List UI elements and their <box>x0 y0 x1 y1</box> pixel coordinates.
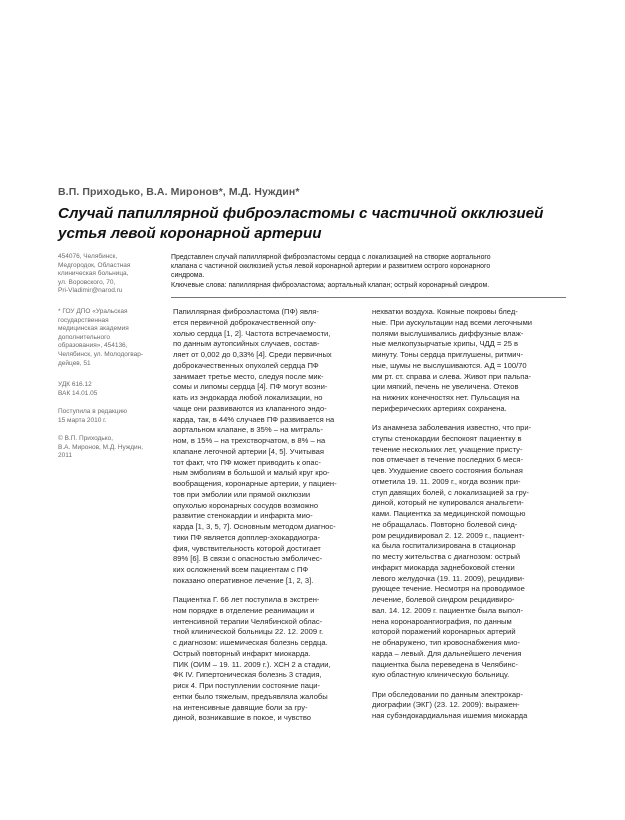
address-line: Медгородок, Областная <box>58 261 131 269</box>
body-line: 89% [6]. В связи с опасностью эмболичес- <box>173 554 323 564</box>
body-line: мм рт. ст. справа и слева. Живот при пальпа- <box>372 371 532 381</box>
body-line: ками. Пациентка за медицинской помощью <box>372 509 526 518</box>
body-line: тики ПФ является допплер-эхокардиогра- <box>173 532 321 542</box>
body-column-left <box>173 307 349 733</box>
body-line: на нижних конечностях нет. Пульсация на <box>372 393 520 402</box>
body-line: ром рецидивировал 2. 12. 2009 г., пациент- <box>372 530 525 540</box>
body-line: которой поражений коронарных артерий <box>372 627 516 637</box>
sidebar-affiliation <box>58 308 170 368</box>
body-line: ные. При аускультации над всеми легочными <box>372 317 533 327</box>
body-line: рующее течение. Несмотря на проводимое <box>372 584 525 594</box>
address-email: Pri-Vladimir@narod.ru <box>58 287 123 295</box>
body-line: Пациентка Г. 66 лет поступила в экстрен- <box>173 595 320 604</box>
body-line: тов при эмболии или прямой окклюзии <box>173 489 311 499</box>
body-line: кать из эндокарда любой локализации, но <box>173 393 323 402</box>
abstract-line: синдрома. <box>171 272 205 280</box>
body-line: При обследовании по данным электрокар- <box>372 689 523 699</box>
body-line: клапане легочной артерии [4, 5]. Учитывая <box>173 446 325 456</box>
received-date: 15 марта 2010 г. <box>58 416 107 424</box>
address-line: ул. Воровского, 70, <box>58 278 116 286</box>
body-line: Острый повторный инфаркт миокарда. <box>173 648 311 658</box>
abstract-divider <box>171 297 566 298</box>
body-line: минуту. Тоны сердца приглушены, ритмич- <box>372 350 523 359</box>
affiliation-line: медицинская академия <box>58 325 129 333</box>
body-line: нена коронароангиография, по данным <box>372 616 512 626</box>
received-line: Поступила в редакцию <box>58 408 128 415</box>
body-line: диной, возникавшие в покое, и чувство <box>173 713 312 723</box>
body-line: лечение, болевой синдром рецидивиро- <box>372 595 515 604</box>
body-line: развитие стенокардии и инфаркта мио- <box>173 511 313 521</box>
body-line: течение нескольких лет, учащение присту- <box>372 444 523 454</box>
body-line: чаще они развиваются из клапанного эндо- <box>173 403 327 413</box>
title-line: устья левой коронарной артерии <box>58 225 322 242</box>
sidebar-copyright <box>58 435 170 461</box>
body-line: вал. 14. 12. 2009 г. пациентке была выпол- <box>372 605 523 615</box>
body-line: ПИК (ОИМ – 19. 11. 2009 г.). ХСН 2 а стадии, <box>173 659 331 669</box>
body-line: диной, который не купировался анальгети- <box>372 498 524 508</box>
body-line: риск 4. При поступлении состояние паци- <box>173 681 321 690</box>
body-line: интенсивной терапии Челябинской облас- <box>173 616 323 626</box>
udc-code: УДК 616.12 <box>58 381 92 388</box>
body-line: карда [1, 3, 5, 7]. Основным методом диагнос- <box>173 522 336 531</box>
address-line: клиническая больница, <box>58 270 129 278</box>
body-line: ном, в 15% – на трехстворчатом, в 8% – на <box>173 436 326 445</box>
abstract-line: клапана с частичной окклюзией устья левой коронарной артерии и развитием острого коронарного <box>171 263 491 271</box>
body-line: вообращения, коронарные артерии, у пациен- <box>173 479 337 488</box>
body-line: периферических артериях сохранена. <box>372 403 507 413</box>
title-line: Случай папиллярной фиброэластомы с частичной окклюзией <box>58 205 544 222</box>
body-line: ка была госпитализирована в стационар <box>372 541 516 551</box>
sidebar-received <box>58 408 170 425</box>
body-line: аортальном клапане, в 35% – на митраль- <box>173 425 323 435</box>
body-paragraph <box>173 595 349 724</box>
sidebar-codes <box>58 381 170 398</box>
copyright-line: 2011 <box>58 452 72 460</box>
article-title <box>58 204 558 244</box>
body-line: ких осложнений всем пациентам с ПФ <box>173 565 309 574</box>
affiliation-line: * ГОУ ДПО «Уральская <box>58 308 128 315</box>
affiliation-line: Челябинск, ул. Молодогвар- <box>58 350 144 358</box>
body-line: цев. Ухудшение своего состояния больная <box>372 466 523 475</box>
affiliation-line: образования», 454136, <box>58 342 128 350</box>
body-line: не обращалась. Повторно болевой синд- <box>372 519 518 529</box>
address-line: 454076, Челябинск, <box>58 253 118 260</box>
body-line: по данным аутопсийных случаев, состав- <box>173 339 320 349</box>
body-line: показано оперативное лечение [1, 2, 3]. <box>173 575 314 585</box>
body-line: ном порядке в отделение реанимации и <box>173 605 315 615</box>
body-line: Из анамнеза заболевания известно, что при- <box>372 423 532 432</box>
body-line: ентки было тяжелым, предъявляла жалобы <box>173 691 328 701</box>
body-line: ции мягкий, печень не увеличена. Отеков <box>372 382 519 392</box>
body-line: карда, так, в 44% случаев ПФ развивается на <box>173 414 335 424</box>
body-paragraph <box>372 423 548 681</box>
body-line: полями выслушивались диффузные влаж- <box>372 328 524 338</box>
body-line: инфаркт миокарда заднебоковой стенки <box>372 562 515 572</box>
body-line: занимает третье место, следуя после мик- <box>173 371 324 381</box>
body-line: тной клинической больницы 22. 12. 2009 г. <box>173 627 324 637</box>
body-line: ная субэндокардиальная ишемия миокарда <box>372 711 528 720</box>
body-line: кую областную клиническую больницу. <box>372 670 510 680</box>
body-line: холью сердца [1, 2]. Частота встречаемости, <box>173 328 331 338</box>
body-line: левого желудочка (19. 11. 2009), рецидиви- <box>372 573 525 583</box>
body-line: пов отмечает в течение последних 6 меся- <box>372 455 524 465</box>
body-line: на интенсивные давящие боли за гру- <box>173 702 308 712</box>
body-line: фия, чувствительность которой достигает <box>173 543 321 553</box>
copyright-line: © В.П. Приходько, <box>58 435 114 442</box>
body-line: с диагнозом: ишемическая болезнь сердца. <box>173 638 328 647</box>
body-line: диографии (ЭКГ) (23. 12. 2009): выражен- <box>372 700 520 710</box>
body-line: ляет от 0,002 до 0,33% [4]. Среди первичных <box>173 350 332 359</box>
vak-code: ВАК 14.01.05 <box>58 389 98 397</box>
abstract-line: Представлен случай папиллярной фиброэластомы сердца с локализацией на створке аортального <box>171 254 491 261</box>
body-line: по месту жительства с диагнозом: острый <box>372 552 521 561</box>
body-line: ФК IV. Гипертоническая болезнь 3 стадия, <box>173 670 322 680</box>
body-line: ные мелкопузырчатые хрипы, ЧДД = 25 в <box>372 339 519 349</box>
affiliation-line: государственная <box>58 316 109 324</box>
copyright-line: В.А. Миронов, М.Д. Нуждин, <box>58 443 144 451</box>
body-line: пациентка была переведена в Челябинс- <box>372 659 519 669</box>
body-line: нехватки воздуха. Кожные покровы блед- <box>372 307 518 316</box>
affiliation-line: дейцев, 51 <box>58 359 91 367</box>
body-paragraph <box>173 307 349 587</box>
abstract <box>171 253 571 290</box>
body-line: ные, шумы не выслушиваются. АД = 100/70 <box>372 360 527 370</box>
body-line: карда – левый. Для дальнейшего лечения <box>372 648 522 658</box>
body-line: ется первичной доброкачественной опу- <box>173 317 317 327</box>
authors: В.П. Приходько, В.А. Миронов*, М.Д. Нуждин* <box>58 186 300 198</box>
body-line: отметила 19. 11. 2009 г., когда возник при- <box>372 476 521 486</box>
body-line: доброкачественных опухолей сердца ПФ <box>173 360 319 370</box>
body-line: тот факт, что ПФ может приводить к опас- <box>173 457 321 467</box>
affiliation-line: дополнительного <box>58 333 110 341</box>
body-paragraph <box>372 690 548 722</box>
sidebar-address <box>58 253 170 296</box>
body-line: ступ давящих болей, с локализацией за гру- <box>372 487 529 497</box>
body-line: ным эмболиям в большой и малый круг кро- <box>173 468 330 478</box>
body-line: опухолью коронарных сосудов возможно <box>173 500 319 510</box>
body-line: не обнаружено, тип кровоснабжения мио- <box>372 638 521 647</box>
body-line: сомы и липомы сердца [4]. ПФ могут возни- <box>173 382 328 392</box>
body-line: ступы стенокардии беспокоят пациентку в <box>372 433 522 443</box>
body-column-right <box>372 307 548 730</box>
body-line: Папиллярная фиброэластома (ПФ) явля- <box>173 307 319 316</box>
body-paragraph <box>372 307 548 415</box>
keywords: Ключевые слова: папиллярная фиброэластома; аортальный клапан; острый коронарный синдром. <box>171 281 490 289</box>
